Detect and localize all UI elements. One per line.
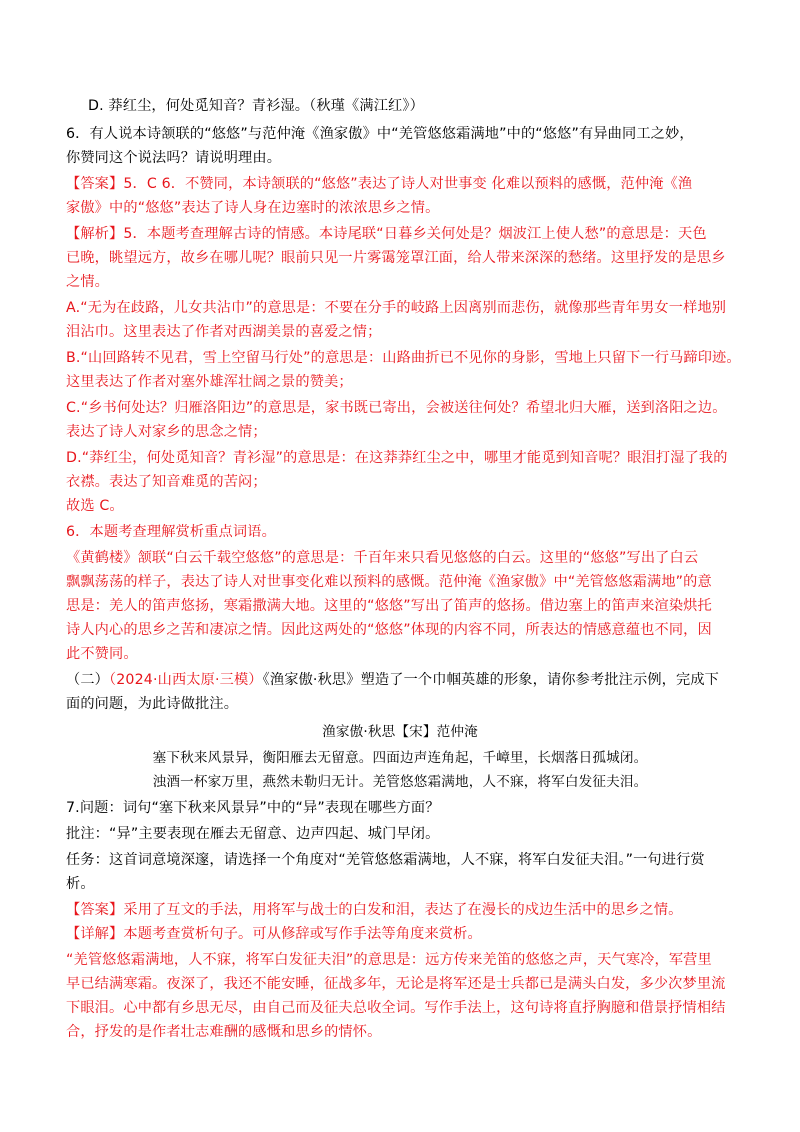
detail-line-5: 合，抒发的是作者壮志难酬的感慨和思乡的情怀。 [66, 1024, 382, 1040]
section-2-intro: 《渔家傲·秋思》塑造了一个巾帼英雄的形象，请你参考批注示例，完成下 [262, 672, 720, 688]
detail-line-2: “羌管悠悠霜满地，人不寐，将军白发征夫泪”的意思是：远方传来羌笛的悠悠之声，天气寒冷，军营里 [66, 952, 712, 968]
q6-analysis-line-4: 诗人内心的思乡之苦和凄凉之情。因此这两处的“悠悠”体现的内容不同，所表达的情感意蕴也不同，因 [66, 622, 712, 638]
poem-title: 渔家傲·秋思【宋】范仲淹 [322, 724, 478, 740]
detail-line-3: 早已结满寒霜。夜深了，我还不能安睡，征战多年，无论是将军还是士兵都已是满头白发，多少次梦里流 [66, 976, 726, 992]
option-a-analysis-2: 泪沾巾。这里表达了作者对西湖美景的喜爱之情； [66, 324, 382, 340]
poem-line-2: 浊酒一杯家万里，燕然未勒归无计。羌管悠悠霜满地，人不寐，将军白发征夫泪。 [152, 774, 648, 790]
option-d-analysis-2: 衣襟。表达了知音难觅的苦闷； [66, 474, 267, 490]
q6-analysis-heading: 6．本题考查理解赏析重点词语。 [66, 524, 276, 540]
annotation-example-line: 批注：“异”主要表现在雁去无留意、边声四起、城门早闭。 [66, 826, 440, 842]
analysis-line-1: 【解析】5．本题考查理解古诗的情感。本诗尾联“日暮乡关何处是？烟波江上使人愁”的意思是：天色 [66, 226, 707, 242]
q6-analysis-line-3: 思是：羌人的笛声悠扬，寒霜撒满大地。这里的“悠悠”写出了笛声的悠扬。借边塞上的笛声来渲染烘托 [66, 598, 712, 614]
question-6-line-1: 6．有人说本诗颔联的“悠悠”与范仲淹《渔家傲》中“羌管悠悠霜满地”中的“悠悠”有异曲同工之妙， [66, 126, 694, 142]
poem-line-1: 塞下秋来风景异，衡阳雁去无留意。四面边声连角起，千嶂里，长烟落日孤城闭。 [152, 750, 648, 766]
option-a-analysis-1: A.“无为在歧路，儿女共沾巾”的意思是：不要在分手的岐路上因离别而悲伤，就像那些青年男女一样地别 [66, 300, 727, 316]
section-2-line-1 [66, 670, 719, 690]
answer-line-1: 【答案】5．C 6．不赞同，本诗颔联的“悠悠”表达了诗人对世事变 化难以预料的感慨，范仲淹《渔 [66, 176, 693, 192]
option-d-analysis-1: D.“莽红尘，何处觅知音？青衫湿”的意思是：在这莽莽红尘之中，哪里才能觅到知音呢？眼泪打湿了我的 [66, 450, 728, 466]
q6-analysis-line-1: 《黄鹤楼》颔联“白云千载空悠悠”的意思是：千百年来只看见悠悠的白云。这里的“悠悠”写出了白云 [66, 550, 699, 566]
option-d-line: D. 莽红尘，何处觅知音？青衫湿。（秋瑾《满江红》） [88, 98, 424, 114]
detail-line-4: 下眼泪。心中都有乡思无尽，由自己而及征夫总收全词。写作手法上，这句诗将直抒胸臆和借景抒情相结 [66, 1000, 726, 1016]
question-6-line-2: 你赞同这个说法吗？请说明理由。 [66, 150, 282, 166]
option-c-analysis-1: C.“乡书何处达？归雁洛阳边”的意思是，家书既已寄出，会被送往何处？希望北归大雁，送到洛阳之边。 [66, 400, 727, 416]
question-7-line: 7.问题：词句“塞下秋来风景异”中的“异”表现在哪些方面？ [66, 800, 440, 816]
answer-line-2: 家傲》中的“悠悠”表达了诗人身在边塞时的浓浓思乡之情。 [66, 200, 440, 216]
q6-analysis-line-2: 飘飘荡荡的样子，表达了诗人对世事变化难以预料的感慨。范仲淹《渔家傲》中“羌管悠悠霜满地”的意 [66, 574, 712, 590]
answer-7-line: 【答案】采用了互文的手法，用将军与战士的白发和泪，表达了在漫长的戍边生活中的思乡之情。 [66, 902, 683, 918]
task-line-2: 析。 [66, 876, 95, 892]
q6-analysis-line-5: 此不赞同。 [66, 646, 138, 662]
choose-c-line: 故选 C。 [66, 498, 124, 514]
option-b-analysis-2: 这里表达了作者对塞外雄浑壮阔之景的赞美； [66, 374, 353, 390]
analysis-line-2: 已晚，眺望远方，故乡在哪儿呢？眼前只见一片雾霭笼罩江面，给人带来深深的愁绪。这里抒发的是思乡 [66, 250, 726, 266]
task-line-1: 任务：这首词意境深邃，请选择一个角度对“羌管悠悠霜满地，人不寐，将军白发征夫泪。”一句进行赏 [66, 852, 705, 868]
detail-line-1: 【详解】本题考查赏析句子。可从修辞或写作手法等角度来赏析。 [66, 926, 482, 942]
section-2-source: （2024·山西太原·三模） [109, 672, 263, 688]
section-2-prefix: （二） [66, 672, 110, 688]
section-2-line-2: 面的问题，为此诗做批注。 [66, 696, 239, 712]
option-b-analysis-1: B.“山回路转不见君，雪上空留马行处”的意思是：山路曲折已不见你的身影，雪地上只留下一行马蹄印迹。 [66, 350, 741, 366]
option-c-analysis-2: 表达了诗人对家乡的思念之情； [66, 424, 267, 440]
analysis-line-3: 之情。 [66, 274, 110, 290]
